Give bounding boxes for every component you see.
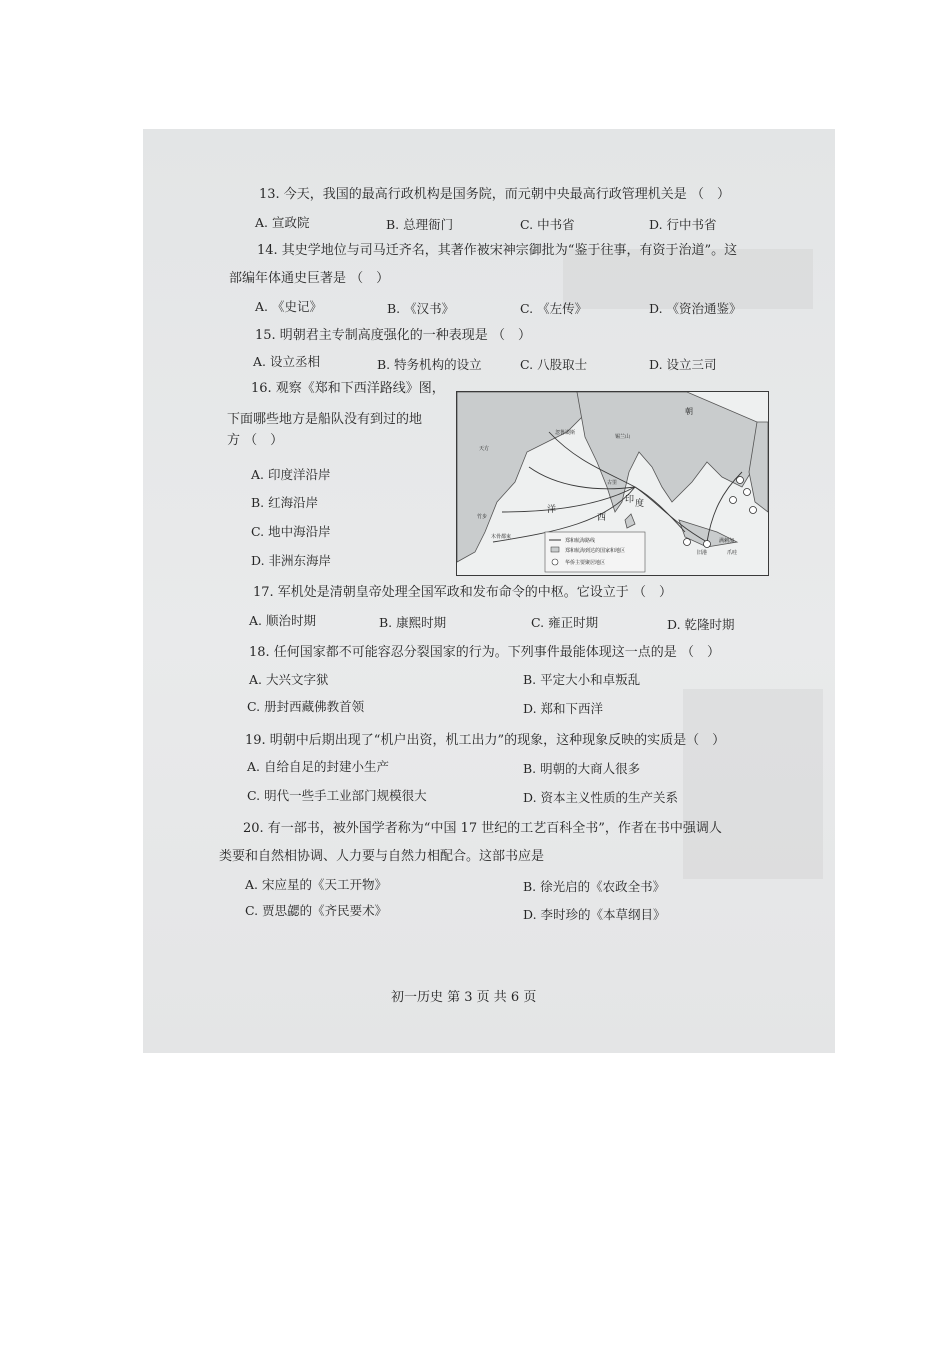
q15-stem: 15. 明朝君主专制高度强化的一种表现是 （ ） <box>255 328 531 343</box>
label-xilanshan: 锡兰山 <box>615 434 631 440</box>
q16-option-d: D. 非洲东海岸 <box>251 553 332 568</box>
q20-option-c: C. 贾思勰的《齐民要术》 <box>245 903 388 918</box>
label-zhubu: 竹步 <box>477 514 488 520</box>
label-yang: 洋 <box>547 505 557 515</box>
q20-option-a: A. 宋应星的《天工开物》 <box>245 877 387 892</box>
q14-option-d: D. 《资治通鉴》 <box>649 301 742 316</box>
q14-option-a: A. 《史记》 <box>255 299 322 314</box>
q18-option-b: B. 平定大小和卓叛乱 <box>523 672 641 687</box>
q15-option-c: C. 八股取士 <box>520 357 588 372</box>
q20-option-d: D. 李时珍的《本草纲目》 <box>523 907 666 922</box>
label-yin: 印 <box>625 495 635 505</box>
q14-stem-line2: 部编年体通史巨著是 （ ） <box>229 271 390 286</box>
q16-option-b: B. 红海沿岸 <box>251 495 319 510</box>
legend-reached: 郑和航海到达的国家和地区 <box>565 548 626 554</box>
q16-stem-line2: 下面哪些地方是船队没有到过的地 <box>227 412 423 427</box>
q15-option-b: B. 特务机构的设立 <box>377 357 482 372</box>
q17-stem: 17. 军机处是清朝皇帝处理全国军政和发布命令的中枢。它设立于 （ ） <box>253 585 672 600</box>
label-xi: 西 <box>597 513 607 523</box>
q19-option-d: D. 资本主义性质的生产关系 <box>523 790 679 805</box>
q18-option-c: C. 册封西藏佛教首领 <box>247 699 365 714</box>
q16-stem-line1: 16. 观察《郑和下西洋路线》图， <box>251 381 445 396</box>
label-zhaowa: 爪哇 <box>727 550 738 556</box>
q19-option-c: C. 明代一些手工业部门规模很大 <box>247 788 427 803</box>
q16-stem-line3: 方 （ ） <box>227 433 284 448</box>
q13-option-d: D. 行中书省 <box>649 217 717 232</box>
zheng-he-route-map <box>456 391 769 576</box>
scan-shadow <box>683 689 823 879</box>
q17-option-a: A. 顺治时期 <box>249 613 316 628</box>
q13-stem: 13. 今天，我国的最高行政机构是国务院，而元朝中央最高行政管理机关是 （ ） <box>259 187 730 202</box>
ceylon-island <box>625 514 635 528</box>
q14-option-c: C. 《左传》 <box>520 301 588 316</box>
q17-option-b: B. 康熙时期 <box>379 615 447 630</box>
q20-stem-line1: 20. 有一部书，被外国学者称为“中国 17 世纪的工艺百科全书”，作者在书中强调人 <box>243 821 722 836</box>
q20-option-b: B. 徐光启的《农政全书》 <box>523 879 666 894</box>
label-hulumosi: 忽鲁谟斯 <box>555 430 576 436</box>
q13-option-a: A. 宣政院 <box>255 215 310 230</box>
q15-option-d: D. 设立三司 <box>649 357 717 372</box>
label-tianfang: 天方 <box>479 446 490 452</box>
q18-option-d: D. 郑和下西洋 <box>523 701 604 716</box>
q17-option-c: C. 雍正时期 <box>531 615 599 630</box>
map-drawing <box>457 392 768 575</box>
q15-option-a: A. 设立丞相 <box>253 354 320 369</box>
page-footer: 初一历史 第 3 页 共 6 页 <box>391 990 537 1005</box>
label-manlajia: 满剌加 <box>719 538 735 544</box>
q16-option-a: A. 印度洋沿岸 <box>251 467 331 482</box>
legend-route: 郑和航海路线 <box>565 538 596 544</box>
label-jiugang: 旧港 <box>697 550 708 556</box>
q19-option-b: B. 明朝的大商人很多 <box>523 761 641 776</box>
q19-stem: 19. 明朝中后期出现了“机户出资，机工出力”的现象，这种现象反映的实质是（ ） <box>245 733 726 748</box>
label-chao: 朝 <box>685 407 693 416</box>
q13-option-c: C. 中书省 <box>520 217 575 232</box>
q14-option-b: B. 《汉书》 <box>387 301 455 316</box>
q13-option-b: B. 总理衙门 <box>386 217 454 232</box>
q19-option-a: A. 自给自足的封建小生产 <box>247 759 389 774</box>
label-guli: 古里 <box>607 480 618 486</box>
q16-option-c: C. 地中海沿岸 <box>251 524 331 539</box>
map-legend <box>545 532 645 572</box>
q18-option-a: A. 大兴文字狱 <box>249 672 329 687</box>
label-mugudushu: 木骨都束 <box>491 534 512 540</box>
q17-option-d: D. 乾隆时期 <box>667 617 735 632</box>
q14-stem-line1: 14. 其史学地位与司马迁齐名，其著作被宋神宗御批为“鉴于往事，有资于治道”。这 <box>257 243 738 258</box>
label-du: 度 <box>635 499 645 509</box>
exam-page <box>143 129 835 1053</box>
q18-stem: 18. 任何国家都不可能容忍分裂国家的行为。下列事件最能体现这一点的是 （ ） <box>249 645 720 660</box>
legend-overseas-chinese: 华侨主要聚居地区 <box>565 560 606 566</box>
asia-land <box>577 392 757 512</box>
q20-stem-line2: 类要和自然相协调、人力要与自然力相配合。这部书应是 <box>219 849 545 864</box>
